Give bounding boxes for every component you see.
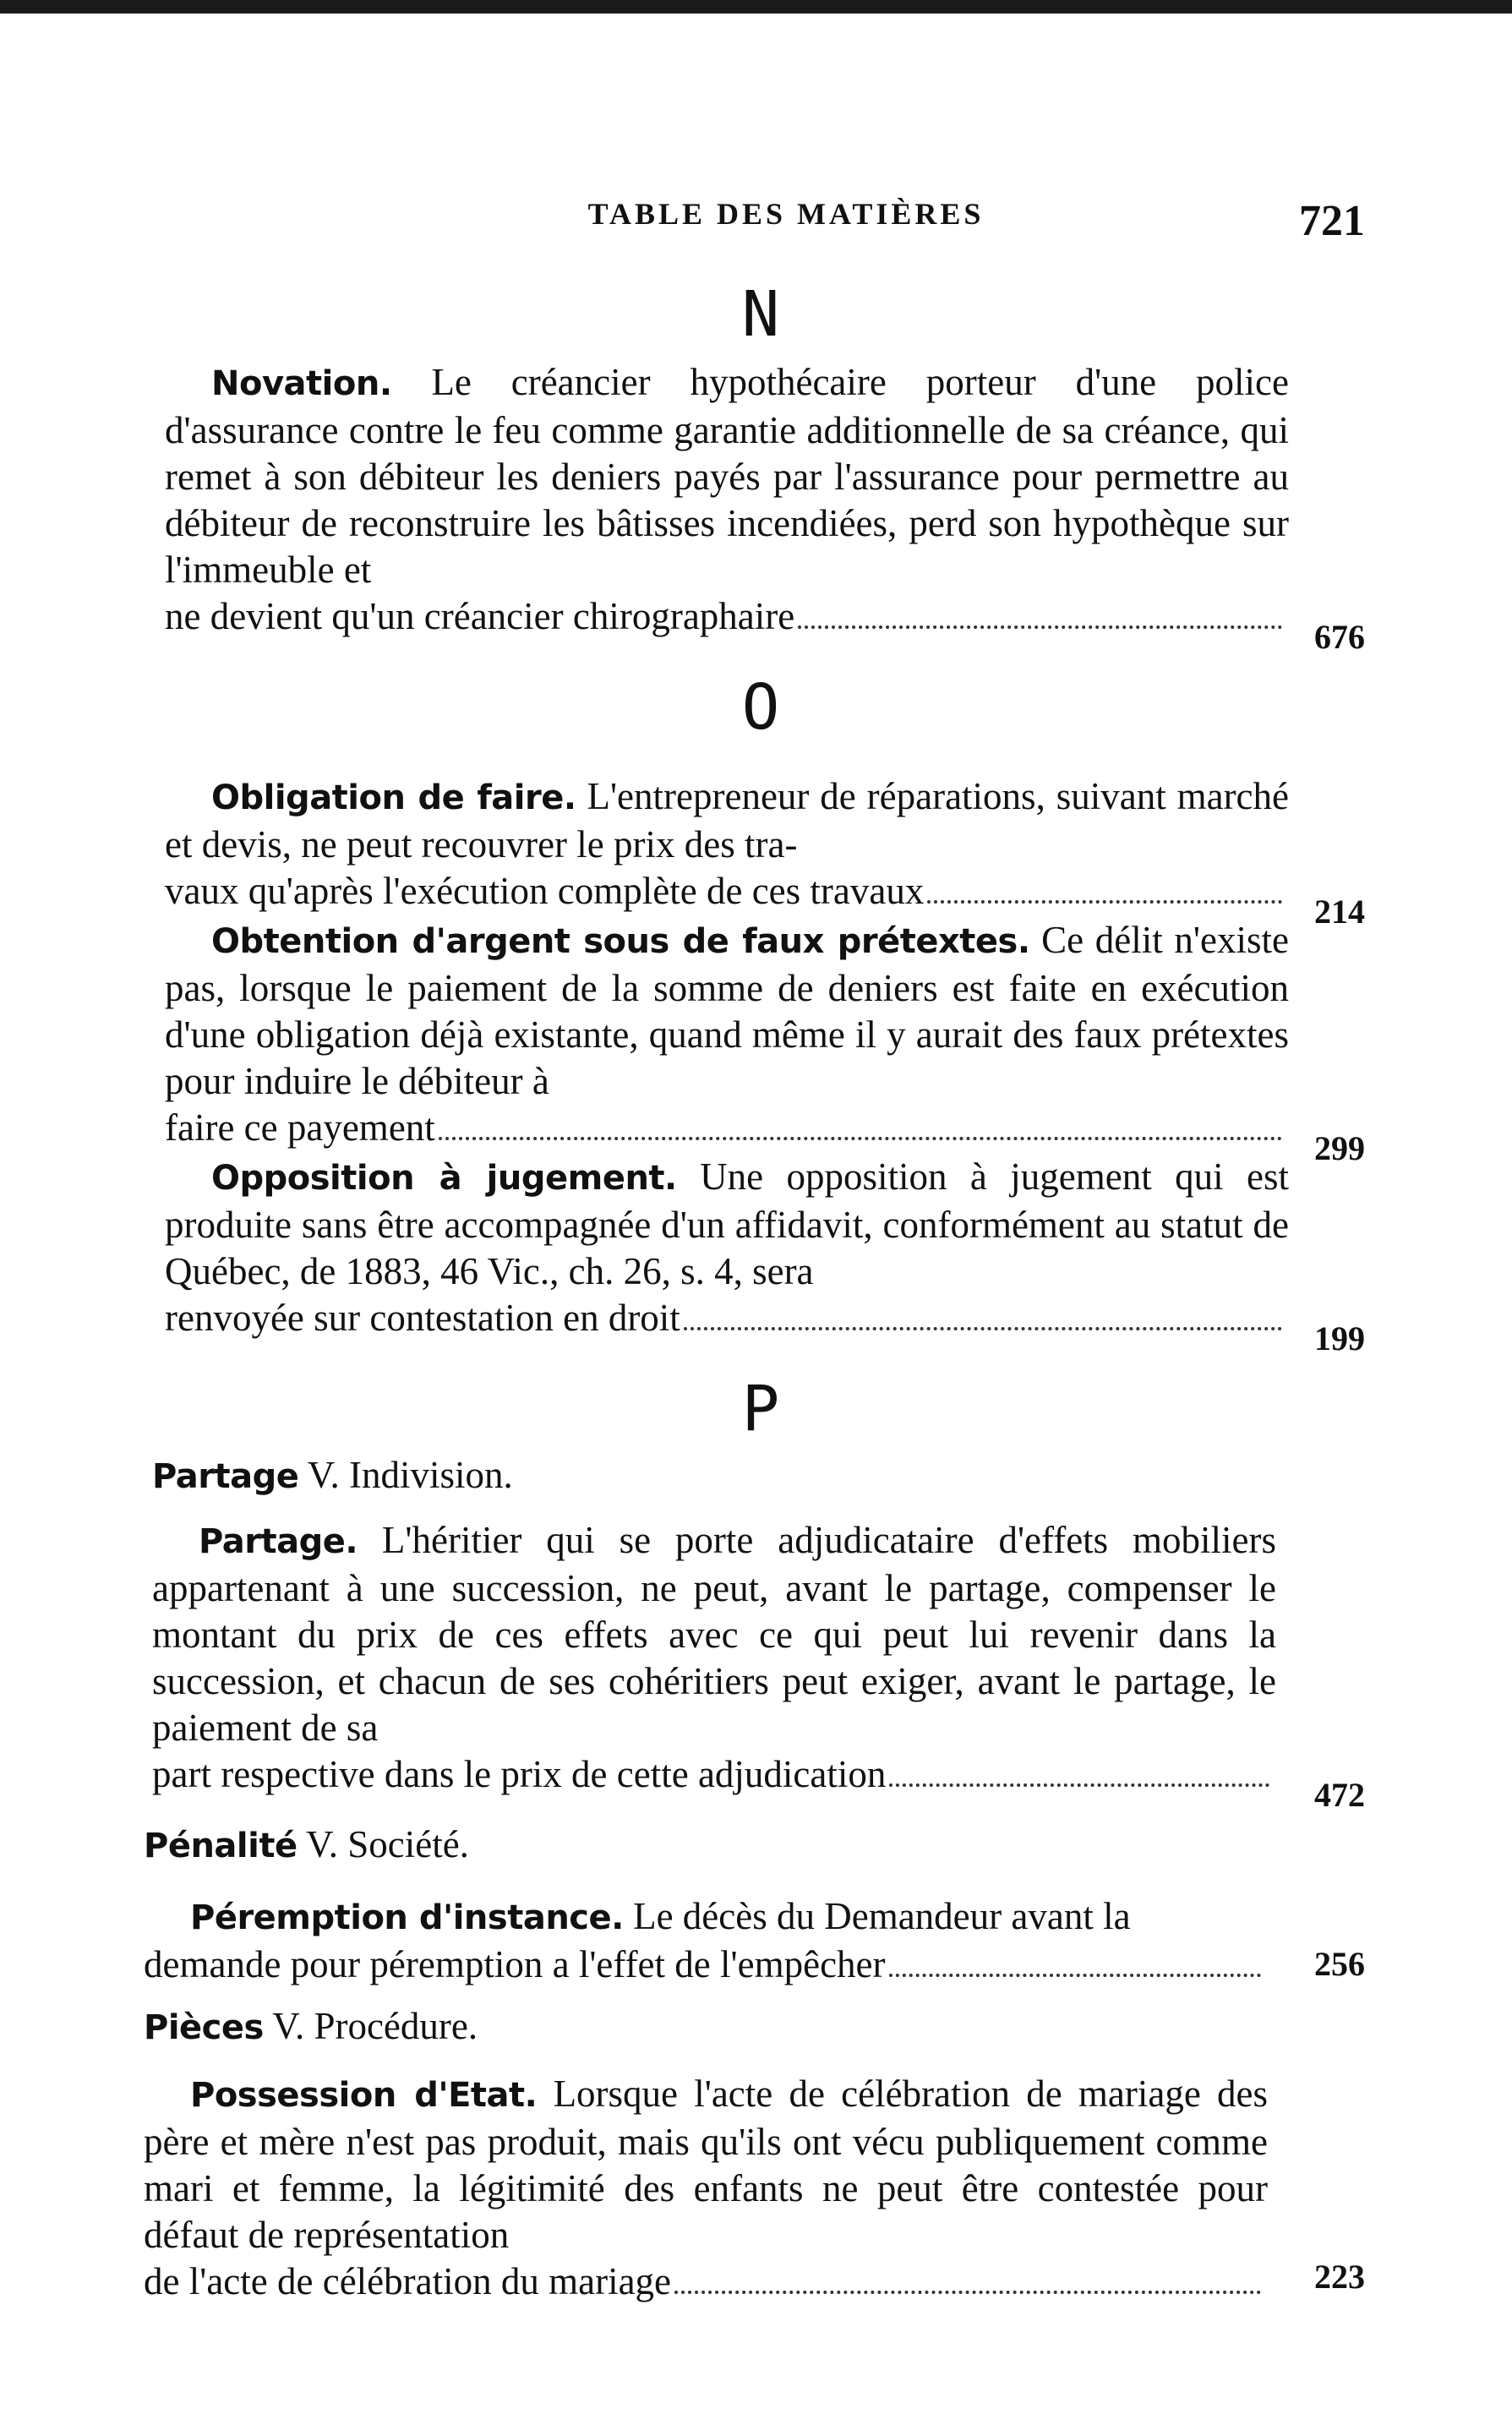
entry-term: Possession d'Etat. — [190, 2076, 538, 2115]
section-letter-n: N — [741, 278, 780, 351]
entry-page-ref: 199 — [1314, 1319, 1365, 1357]
entry-page-ref: 472 — [1314, 1776, 1365, 1814]
scan-top-border — [0, 0, 1512, 14]
entry-text: Ce délit n'existe pas, lorsque le paiement de la somme de deniers est faite en exécution d'une obligation déjà existante, quand même il y aurait des faux prétextes pour induire le débiteur à — [165, 919, 1290, 1102]
entry-page-ref: 214 — [1314, 893, 1365, 931]
entry-text: V. Indivision. — [307, 1454, 513, 1496]
entry-last-line: vaux qu'après l'exécution complète de ces travaux — [165, 870, 925, 912]
index-entry-partage-see — [152, 1452, 1276, 1500]
entry-last-line: demande pour péremption a l'effet de l'empêcher — [144, 1943, 886, 1985]
entry-term: Partage — [152, 1457, 299, 1496]
entry-text: L'héritier qui se porte adjudicataire d'effets mobiliers appartenant à une succession, ne peut, avant le partage, compenser le montant du prix de ces effets avec ce qui peut lui revenir dans la succession, et chacun de ses cohéritiers peut exiger, avant le partage, le paiement de sa — [152, 1519, 1277, 1749]
entry-term: Pénalité — [144, 1827, 297, 1865]
dot-leader — [889, 1783, 1269, 1787]
entry-text: Le créancier hypothécaire porteur d'une police d'assurance contre le feu comme garantie additionnelle de sa créance, qui remet à son débiteur les deniers payés par l'assurance pour permettre au débiteur de reconstruire les bâtisses incendiées, perd son hypothèque sur l'immeuble et — [165, 361, 1289, 591]
entry-term: Partage. — [199, 1522, 358, 1561]
entry-page-ref: 299 — [1314, 1129, 1365, 1167]
running-header-title: TABLE DES MATIÈRES — [587, 197, 985, 231]
entry-term: Novation. — [211, 364, 392, 403]
index-entry-penalite-see — [144, 1821, 1268, 1870]
page-number: 721 — [1299, 197, 1365, 245]
entry-text: Une opposition à jugement qui est produite sans être accompagnée d'un affidavit, conformément au statut de Québec, de 1883, 46 Vic., ch. 26, s. 4, sera — [165, 1155, 1289, 1292]
dot-leader — [684, 1327, 1282, 1330]
entry-last-line: faire ce payement — [165, 1106, 435, 1149]
entry-page-ref: 676 — [1314, 618, 1365, 656]
index-entry-obtention-d-argent — [165, 917, 1289, 1151]
entry-text: Lorsque l'acte de célébration de mariage des père et mère n'est pas produit, mais qu'ils ont vécu publiquement comme mari et femme, la légitimité des enfants ne peut être contestée pour défaut de représentation — [144, 2073, 1269, 2256]
entry-last-line: de l'acte de célébration du mariage — [144, 2260, 672, 2302]
entry-text: V. Procédure. — [272, 2005, 478, 2047]
index-entry-opposition-a-jugement — [165, 1154, 1289, 1341]
section-letter-p: P — [741, 1373, 780, 1445]
index-entry-partage — [152, 1517, 1276, 1798]
entry-last-line: ne devient qu'un créancier chirographaire — [165, 595, 795, 637]
index-entry-possession-d-etat — [144, 2071, 1268, 2305]
section-letter-o: O — [741, 671, 780, 744]
entry-text: V. Société. — [306, 1823, 469, 1865]
entry-last-line: renvoyée sur contestation en droit — [165, 1297, 680, 1339]
entry-term: Pièces — [144, 2008, 264, 2047]
entry-page-ref: 256 — [1314, 1945, 1365, 1983]
entry-term: Obligation de faire. — [211, 778, 576, 817]
entry-last-line: part respective dans le prix de cette adjudication — [152, 1753, 887, 1795]
entry-term: Péremption d'instance. — [190, 1898, 624, 1937]
dot-leader — [439, 1137, 1282, 1140]
index-entry-novation — [165, 359, 1289, 640]
index-entry-obligation-de-faire — [165, 773, 1289, 915]
entry-page-ref: 223 — [1314, 2258, 1365, 2296]
dot-leader — [674, 2291, 1261, 2294]
entry-term: Obtention d'argent sous de faux prétextes. — [211, 922, 1030, 961]
entry-text: Le décès du Demandeur avant la — [633, 1895, 1131, 1937]
index-entry-peremption-d-instance — [144, 1893, 1268, 1988]
dot-leader — [889, 1974, 1262, 1977]
dot-leader — [927, 900, 1282, 904]
dot-leader — [798, 625, 1282, 629]
index-entry-pieces-see — [144, 2003, 1268, 2051]
entry-text: L'entrepreneur de réparations, suivant marché et devis, ne peut recouvrer le prix des tra- — [165, 775, 1290, 866]
entry-term: Opposition à jugement. — [211, 1159, 677, 1198]
